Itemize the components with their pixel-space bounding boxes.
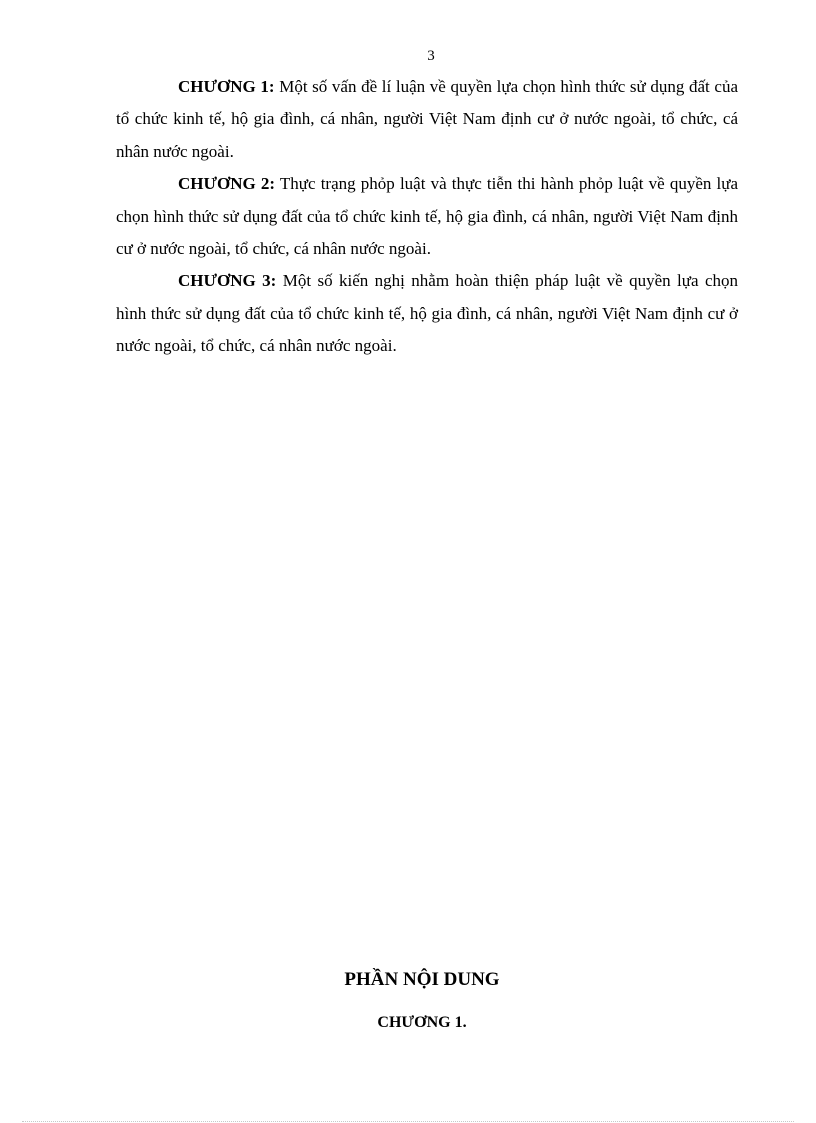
chapter-2-label: CHƯƠNG 2: (178, 174, 276, 194)
chapter-summary-list (116, 71, 738, 363)
chapter-1-label: CHƯƠNG 1: (178, 77, 275, 96)
page-number: 3 (427, 48, 435, 64)
chapter-heading-text: CHƯƠNG 1. (377, 1014, 467, 1031)
section-title-text: PHẦN NỘI DUNG (344, 969, 500, 990)
chapter-1-summary (116, 71, 738, 168)
section-title (116, 969, 738, 991)
page-bottom-divider (22, 1121, 794, 1122)
chapter-3-text: Một số kiến nghị nhằm hoàn thiện pháp luật về quyền lựa chọn hình thức sử dụng đất của tổ chức kinh tế, hộ gia đình, cá nhân, người Việt Nam định cư ở nước ngoài, tổ chức, cá nhân nước ngoài. (116, 271, 738, 356)
chapter-2-text: Thực trạng phỏp luật và thực tiễn thi hành phỏp luật về quyền lựa chọn hình thức sử dụng đất của tổ chức kinh tế, hộ gia đình, cá nhân, người Việt Nam định cư ở nước ngoài, tổ chức, cá nhân nước ngoài. (116, 174, 738, 259)
chapter-heading (116, 1014, 738, 1032)
chapter-3-label: CHƯƠNG 3: (178, 271, 277, 291)
chapter-3-summary (116, 265, 738, 362)
chapter-2-summary (116, 168, 738, 265)
chapter-1-text: Một số vấn đề lí luận về quyền lựa chọn hình thức sử dụng đất của tổ chức kinh tế, hộ gia đình, cá nhân, người Việt Nam định cư ở nước ngoài, tổ chức, cá nhân nước ngoài. (116, 77, 738, 161)
